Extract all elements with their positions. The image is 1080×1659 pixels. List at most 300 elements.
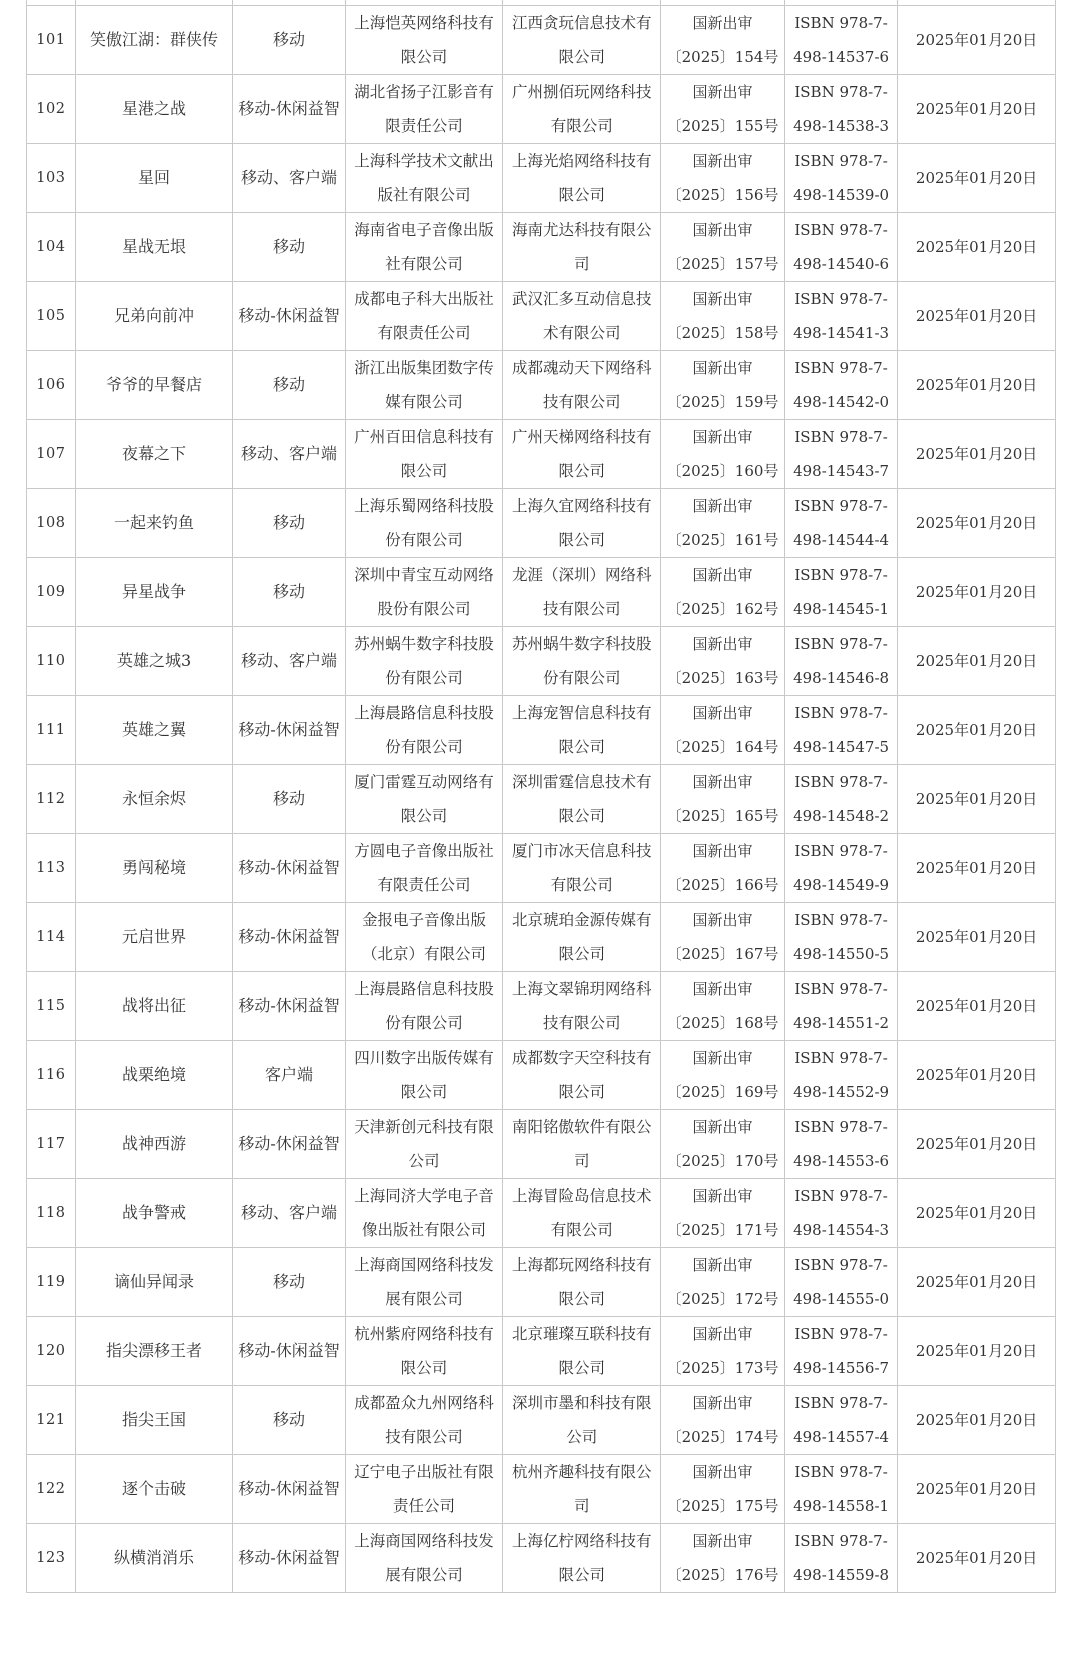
- isbn-line: ISBN 978-7-: [794, 841, 888, 860]
- isbn-line: ISBN 978-7-: [794, 1324, 888, 1343]
- isbn: [784, 488, 897, 557]
- isbn-line: ISBN 978-7-: [794, 772, 888, 791]
- publisher-line: 份有限公司: [385, 737, 463, 756]
- row-number: 121: [27, 1385, 76, 1454]
- publisher-line: 上海同济大学电子音: [354, 1186, 494, 1205]
- table-row: [27, 902, 1056, 971]
- platform: 移动: [233, 764, 345, 833]
- row-number: 107: [27, 419, 76, 488]
- approval-number-line: 〔2025〕158号: [666, 323, 779, 342]
- game-name: 指尖王国: [75, 1385, 233, 1454]
- publisher-line: 上海晨路信息科技股: [354, 979, 494, 998]
- operator: [503, 1454, 661, 1523]
- operator: [503, 1247, 661, 1316]
- publisher-line: 四川数字出版传媒有: [354, 1048, 494, 1067]
- approval-number: [661, 557, 785, 626]
- isbn-line: ISBN 978-7-: [794, 910, 888, 929]
- publisher: [345, 1316, 503, 1385]
- isbn: [784, 1385, 897, 1454]
- isbn-line: ISBN 978-7-: [794, 358, 888, 377]
- isbn-line: 498-14537-6: [793, 47, 890, 66]
- approval-number: [661, 1454, 785, 1523]
- publisher: [345, 1454, 503, 1523]
- isbn: [784, 1454, 897, 1523]
- approval-number: [661, 143, 785, 212]
- approval-date: 2025年01月20日: [898, 350, 1056, 419]
- table-row: [27, 626, 1056, 695]
- approval-number-line: 〔2025〕174号: [666, 1427, 779, 1446]
- isbn: [784, 419, 897, 488]
- isbn: [784, 764, 897, 833]
- row-number: 104: [27, 212, 76, 281]
- operator-line: 司: [573, 1151, 590, 1170]
- operator-line: 限公司: [558, 1565, 605, 1584]
- approval-number: [661, 419, 785, 488]
- publisher: [345, 419, 503, 488]
- approval-number-line: 国新出审: [692, 772, 753, 791]
- platform: 移动-休闲益智: [233, 1109, 345, 1178]
- row-number: 114: [27, 902, 76, 971]
- game-name: 勇闯秘境: [75, 833, 233, 902]
- operator-line: 份有限公司: [542, 668, 621, 687]
- row-number: 103: [27, 143, 76, 212]
- publisher-line: 厦门雷霆互动网络有: [354, 772, 494, 791]
- table-row: [27, 1247, 1056, 1316]
- publisher-line: 海南省电子音像出版: [354, 220, 494, 239]
- game-name: 星港之战: [75, 74, 233, 143]
- publisher: [345, 833, 503, 902]
- publisher-line: 份有限公司: [385, 1013, 463, 1032]
- table-row: [27, 1454, 1056, 1523]
- approval-number: [661, 626, 785, 695]
- isbn: [784, 5, 897, 74]
- approval-number: [661, 971, 785, 1040]
- platform: 移动-休闲益智: [233, 695, 345, 764]
- approval-number: [661, 1523, 785, 1592]
- platform: 移动-休闲益智: [233, 971, 345, 1040]
- operator: [503, 143, 661, 212]
- publisher-line: 限公司: [400, 461, 448, 480]
- operator-line: 北京璀璨互联科技有: [511, 1324, 652, 1343]
- publisher-line: 杭州紫府网络科技有: [354, 1324, 494, 1343]
- table-body: [27, 0, 1056, 1592]
- publisher-line: 公司: [408, 1151, 440, 1170]
- game-name: 指尖漂移王者: [75, 1316, 233, 1385]
- row-number: 123: [27, 1523, 76, 1592]
- table-row: [27, 557, 1056, 626]
- platform: 移动-休闲益智: [233, 281, 345, 350]
- row-number: 102: [27, 74, 76, 143]
- approval-number-line: 国新出审: [692, 289, 753, 308]
- approval-date: 2025年01月20日: [898, 764, 1056, 833]
- isbn-line: ISBN 978-7-: [794, 427, 888, 446]
- operator-line: 限公司: [558, 944, 605, 963]
- approval-number-line: 〔2025〕167号: [666, 944, 779, 963]
- publisher: [345, 350, 503, 419]
- isbn-line: ISBN 978-7-: [794, 1462, 888, 1481]
- platform: 移动: [233, 350, 345, 419]
- publisher-line: 有限责任公司: [377, 875, 471, 894]
- approval-number-line: 国新出审: [692, 1255, 753, 1274]
- publisher-line: 媒有限公司: [385, 392, 463, 411]
- approval-date: 2025年01月20日: [898, 1247, 1056, 1316]
- approval-date: 2025年01月20日: [898, 1316, 1056, 1385]
- approval-number-line: 〔2025〕163号: [666, 668, 779, 687]
- isbn-line: 498-14557-4: [793, 1427, 890, 1446]
- operator: [503, 833, 661, 902]
- approval-date: 2025年01月20日: [898, 902, 1056, 971]
- row-number: 110: [27, 626, 76, 695]
- operator-line: 上海亿柠网络科技有: [511, 1531, 652, 1550]
- isbn-line: 498-14540-6: [793, 254, 890, 273]
- table-row: [27, 1040, 1056, 1109]
- isbn: [784, 1178, 897, 1247]
- approval-number-line: 〔2025〕170号: [666, 1151, 779, 1170]
- publisher: [345, 1247, 503, 1316]
- row-number: 109: [27, 557, 76, 626]
- publisher-line: 技有限公司: [385, 1427, 463, 1446]
- platform: 移动、客户端: [233, 143, 345, 212]
- operator-line: 限公司: [558, 1358, 605, 1377]
- publisher: [345, 5, 503, 74]
- isbn-line: ISBN 978-7-: [794, 151, 888, 170]
- isbn: [784, 350, 897, 419]
- isbn-line: 498-14554-3: [793, 1220, 890, 1239]
- table-row: [27, 1523, 1056, 1592]
- operator-line: 江西贪玩信息技术有: [511, 13, 652, 32]
- isbn-line: 498-14541-3: [793, 323, 890, 342]
- operator: [503, 557, 661, 626]
- operator-line: 海南尤达科技有限公: [511, 220, 652, 239]
- approval-number: [661, 1109, 785, 1178]
- isbn-line: ISBN 978-7-: [794, 1531, 888, 1550]
- operator-line: 上海光焰网络科技有: [511, 151, 652, 170]
- publisher: [345, 764, 503, 833]
- operator-line: 上海都玩网络科技有: [511, 1255, 652, 1274]
- isbn-line: 498-14546-8: [793, 668, 890, 687]
- isbn: [784, 143, 897, 212]
- approval-date: 2025年01月20日: [898, 143, 1056, 212]
- operator-line: 杭州齐趣科技有限公: [511, 1462, 652, 1481]
- isbn-line: 498-14548-2: [793, 806, 890, 825]
- isbn-line: 498-14542-0: [793, 392, 890, 411]
- isbn: [784, 902, 897, 971]
- publisher-line: 深圳中青宝互动网络: [354, 565, 494, 584]
- isbn-line: 498-14556-7: [793, 1358, 890, 1377]
- isbn-line: 498-14544-4: [793, 530, 890, 549]
- operator: [503, 212, 661, 281]
- publisher-line: 广州百田信息科技有: [354, 427, 494, 446]
- game-name: 逐个击破: [75, 1454, 233, 1523]
- publisher-line: 限公司: [400, 47, 448, 66]
- game-name: 谪仙异闻录: [75, 1247, 233, 1316]
- approval-number-line: 〔2025〕172号: [666, 1289, 779, 1308]
- approval-number-line: 〔2025〕166号: [666, 875, 779, 894]
- game-name: 异星战争: [75, 557, 233, 626]
- publisher-line: 责任公司: [392, 1496, 455, 1515]
- game-name: 兄弟向前冲: [75, 281, 233, 350]
- publisher: [345, 74, 503, 143]
- publisher: [345, 1109, 503, 1178]
- isbn: [784, 1316, 897, 1385]
- approval-number: [661, 212, 785, 281]
- table-row: [27, 281, 1056, 350]
- isbn-line: ISBN 978-7-: [794, 565, 888, 584]
- game-name: 纵横消消乐: [75, 1523, 233, 1592]
- approval-number: [661, 488, 785, 557]
- isbn: [784, 1040, 897, 1109]
- publisher: [345, 488, 503, 557]
- isbn: [784, 1247, 897, 1316]
- publisher-line: 上海晨路信息科技股: [354, 703, 494, 722]
- row-number: 117: [27, 1109, 76, 1178]
- row-number: 120: [27, 1316, 76, 1385]
- isbn: [784, 833, 897, 902]
- approval-number: [661, 1178, 785, 1247]
- isbn-line: ISBN 978-7-: [794, 1186, 888, 1205]
- table-row: [27, 764, 1056, 833]
- operator: [503, 1040, 661, 1109]
- operator-line: 限公司: [558, 530, 605, 549]
- operator-line: 术有限公司: [542, 323, 621, 342]
- approval-date: 2025年01月20日: [898, 5, 1056, 74]
- isbn-line: ISBN 978-7-: [794, 220, 888, 239]
- table-row: [27, 1178, 1056, 1247]
- isbn-line: 498-14539-0: [793, 185, 890, 204]
- approval-number: [661, 5, 785, 74]
- operator-line: 成都数字天空科技有: [511, 1048, 652, 1067]
- isbn: [784, 1109, 897, 1178]
- publisher: [345, 1040, 503, 1109]
- isbn-line: ISBN 978-7-: [794, 634, 888, 653]
- game-name: 英雄之翼: [75, 695, 233, 764]
- operator-line: 上海宠智信息科技有: [511, 703, 652, 722]
- approval-number: [661, 1385, 785, 1454]
- approval-date: 2025年01月20日: [898, 1523, 1056, 1592]
- platform: 移动: [233, 557, 345, 626]
- operator: [503, 488, 661, 557]
- operator-line: 限公司: [558, 47, 605, 66]
- operator: [503, 971, 661, 1040]
- game-name: 星回: [75, 143, 233, 212]
- approval-number-line: 国新出审: [692, 634, 753, 653]
- approval-number-line: 国新出审: [692, 841, 753, 860]
- isbn: [784, 212, 897, 281]
- approval-number-line: 国新出审: [692, 220, 753, 239]
- publisher: [345, 1385, 503, 1454]
- approval-date: 2025年01月20日: [898, 1178, 1056, 1247]
- operator-line: 深圳雷霆信息技术有: [511, 772, 652, 791]
- operator: [503, 695, 661, 764]
- operator-line: 限公司: [558, 1289, 605, 1308]
- approval-number: [661, 74, 785, 143]
- game-name: 战将出征: [75, 971, 233, 1040]
- platform: 移动: [233, 1385, 345, 1454]
- isbn-line: 498-14559-8: [793, 1565, 890, 1584]
- publisher-line: 有限责任公司: [377, 323, 471, 342]
- publisher-line: 湖北省扬子江影音有: [354, 82, 494, 101]
- operator-line: 限公司: [558, 806, 605, 825]
- approval-date: 2025年01月20日: [898, 971, 1056, 1040]
- approval-number: [661, 695, 785, 764]
- approval-number-line: 国新出审: [692, 703, 753, 722]
- approval-number-line: 〔2025〕156号: [666, 185, 779, 204]
- operator: [503, 902, 661, 971]
- isbn-line: ISBN 978-7-: [794, 1117, 888, 1136]
- isbn-line: 498-14545-1: [793, 599, 890, 618]
- approval-date: 2025年01月20日: [898, 1385, 1056, 1454]
- operator: [503, 350, 661, 419]
- approval-number-line: 国新出审: [692, 427, 753, 446]
- game-name: 笑傲江湖：群侠传: [75, 5, 233, 74]
- operator-line: 司: [573, 1496, 590, 1515]
- isbn: [784, 281, 897, 350]
- platform: 移动、客户端: [233, 626, 345, 695]
- publisher-line: 上海恺英网络科技有: [354, 13, 494, 32]
- platform: 移动-休闲益智: [233, 74, 345, 143]
- platform: 客户端: [233, 1040, 345, 1109]
- approval-date: 2025年01月20日: [898, 281, 1056, 350]
- row-number: 112: [27, 764, 76, 833]
- operator-line: 厦门市冰天信息科技: [511, 841, 652, 860]
- approval-number-line: 〔2025〕171号: [666, 1220, 779, 1239]
- operator-line: 有限公司: [550, 875, 613, 894]
- approval-number-line: 国新出审: [692, 979, 753, 998]
- game-approval-table: [26, 0, 1056, 1593]
- table-row: [27, 695, 1056, 764]
- game-name: 一起来钓鱼: [75, 488, 233, 557]
- game-name: 战神西游: [75, 1109, 233, 1178]
- operator-line: 限公司: [558, 185, 605, 204]
- platform: 移动、客户端: [233, 1178, 345, 1247]
- publisher-line: 成都盈众九州网络科: [354, 1393, 494, 1412]
- publisher: [345, 1523, 503, 1592]
- isbn-line: ISBN 978-7-: [794, 1048, 888, 1067]
- publisher-line: 限公司: [400, 1082, 448, 1101]
- approval-date: 2025年01月20日: [898, 833, 1056, 902]
- publisher: [345, 695, 503, 764]
- platform: 移动-休闲益智: [233, 833, 345, 902]
- approval-number-line: 国新出审: [692, 565, 753, 584]
- approval-list-sheet: [26, 0, 1056, 1593]
- publisher: [345, 902, 503, 971]
- isbn: [784, 74, 897, 143]
- publisher: [345, 143, 503, 212]
- approval-number-line: 〔2025〕164号: [666, 737, 779, 756]
- approval-number: [661, 833, 785, 902]
- table-row: [27, 74, 1056, 143]
- game-name: 战栗绝境: [75, 1040, 233, 1109]
- publisher-line: 股份有限公司: [377, 599, 471, 618]
- isbn-line: ISBN 978-7-: [794, 82, 888, 101]
- publisher-line: 展有限公司: [385, 1565, 463, 1584]
- publisher: [345, 212, 503, 281]
- operator-line: 技有限公司: [542, 599, 621, 618]
- isbn-line: 498-14558-1: [793, 1496, 890, 1515]
- isbn-line: ISBN 978-7-: [794, 703, 888, 722]
- approval-date: 2025年01月20日: [898, 626, 1056, 695]
- approval-date: 2025年01月20日: [898, 1109, 1056, 1178]
- approval-number-line: 国新出审: [692, 82, 753, 101]
- operator: [503, 74, 661, 143]
- approval-date: 2025年01月20日: [898, 419, 1056, 488]
- operator-line: 有限公司: [550, 1220, 613, 1239]
- publisher-line: 金报电子音像出版: [361, 910, 486, 929]
- approval-number-line: 〔2025〕169号: [666, 1082, 779, 1101]
- operator-line: 公司: [566, 1427, 598, 1446]
- table-row: [27, 1109, 1056, 1178]
- approval-number: [661, 1247, 785, 1316]
- row-number: 113: [27, 833, 76, 902]
- publisher-line: 苏州蜗牛数字科技股: [354, 634, 494, 653]
- operator-line: 技有限公司: [542, 1013, 621, 1032]
- approval-number-line: 〔2025〕176号: [666, 1565, 779, 1584]
- publisher-line: 展有限公司: [385, 1289, 463, 1308]
- publisher-line: 像出版社有限公司: [361, 1220, 486, 1239]
- publisher-line: 上海乐蜀网络科技股: [354, 496, 494, 515]
- publisher: [345, 1178, 503, 1247]
- table-row: [27, 350, 1056, 419]
- publisher: [345, 971, 503, 1040]
- approval-date: 2025年01月20日: [898, 212, 1056, 281]
- operator-line: 上海久宜网络科技有: [511, 496, 652, 515]
- table-row: [27, 833, 1056, 902]
- isbn-line: ISBN 978-7-: [794, 979, 888, 998]
- isbn-line: 498-14547-5: [793, 737, 890, 756]
- game-name: 夜幕之下: [75, 419, 233, 488]
- publisher-line: 成都电子科大出版社: [354, 289, 494, 308]
- approval-number-line: 〔2025〕160号: [666, 461, 779, 480]
- operator-line: 司: [573, 254, 590, 273]
- isbn-line: 498-14553-6: [793, 1151, 890, 1170]
- approval-number-line: 〔2025〕159号: [666, 392, 779, 411]
- approval-number: [661, 764, 785, 833]
- game-name: 星战无垠: [75, 212, 233, 281]
- operator: [503, 1385, 661, 1454]
- approval-number-line: 〔2025〕175号: [666, 1496, 779, 1515]
- approval-number-line: 国新出审: [692, 1531, 753, 1550]
- operator-line: 广州捌佰玩网络科技: [511, 82, 652, 101]
- operator: [503, 764, 661, 833]
- approval-number-line: 国新出审: [692, 496, 753, 515]
- platform: 移动-休闲益智: [233, 1523, 345, 1592]
- approval-number-line: 〔2025〕154号: [666, 47, 779, 66]
- approval-date: 2025年01月20日: [898, 557, 1056, 626]
- approval-number-line: 国新出审: [692, 1186, 753, 1205]
- approval-number-line: 国新出审: [692, 910, 753, 929]
- isbn-line: 498-14538-3: [793, 116, 890, 135]
- approval-number-line: 〔2025〕161号: [666, 530, 779, 549]
- row-number: 118: [27, 1178, 76, 1247]
- row-number: 105: [27, 281, 76, 350]
- operator-line: 有限公司: [550, 116, 613, 135]
- table-row: [27, 212, 1056, 281]
- table-row: [27, 419, 1056, 488]
- row-number: 101: [27, 5, 76, 74]
- publisher-line: 上海商国网络科技发: [354, 1531, 494, 1550]
- operator-line: 南阳铭傲软件有限公: [511, 1117, 652, 1136]
- approval-number: [661, 281, 785, 350]
- operator: [503, 281, 661, 350]
- publisher-line: 浙江出版集团数字传: [354, 358, 494, 377]
- operator-line: 限公司: [558, 1082, 605, 1101]
- isbn-line: 498-14549-9: [793, 875, 890, 894]
- row-number: 122: [27, 1454, 76, 1523]
- platform: 移动-休闲益智: [233, 902, 345, 971]
- approval-number-line: 国新出审: [692, 1117, 753, 1136]
- approval-number: [661, 350, 785, 419]
- isbn-line: 498-14552-9: [793, 1082, 890, 1101]
